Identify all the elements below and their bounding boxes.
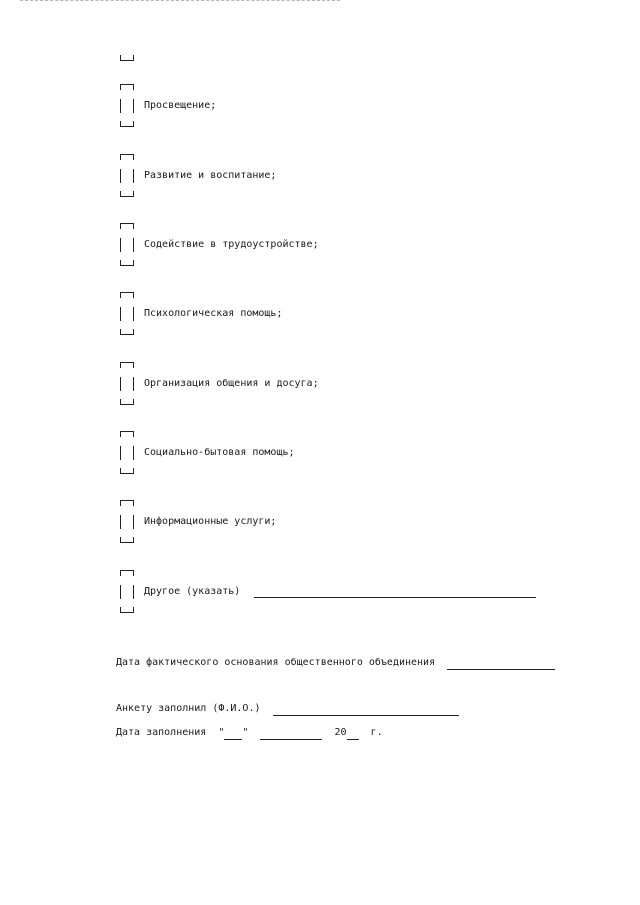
checkbox[interactable] bbox=[120, 585, 134, 599]
option-development[interactable] bbox=[118, 154, 578, 202]
previous-checkbox-bottom bbox=[120, 55, 134, 61]
founding-date-field[interactable] bbox=[447, 657, 555, 670]
checkbox[interactable] bbox=[120, 99, 134, 113]
checkbox-top bbox=[120, 431, 134, 437]
other-specify-field[interactable] bbox=[254, 597, 536, 598]
option-label: Просвещение; bbox=[144, 100, 217, 111]
year-suffix: г. bbox=[370, 727, 383, 738]
option-employment[interactable] bbox=[118, 223, 578, 271]
option-label: Развитие и воспитание; bbox=[144, 170, 277, 181]
founding-date-label: Дата фактического основания общественного объединения bbox=[116, 657, 436, 668]
checkbox[interactable] bbox=[120, 169, 134, 183]
checkbox[interactable] bbox=[120, 515, 134, 529]
checkbox-bottom bbox=[120, 607, 134, 613]
checkbox-top bbox=[120, 154, 134, 160]
year-field[interactable] bbox=[347, 727, 359, 740]
option-label: Содействие в трудоустройстве; bbox=[144, 239, 319, 250]
checkbox[interactable] bbox=[120, 238, 134, 252]
month-field[interactable] bbox=[260, 727, 322, 740]
option-information[interactable] bbox=[118, 500, 578, 548]
close-quote: " bbox=[242, 727, 249, 738]
option-label: Информационные услуги; bbox=[144, 516, 277, 527]
fill-date-row bbox=[116, 726, 383, 740]
option-label: Психологическая помощь; bbox=[144, 308, 283, 319]
checkbox-bottom bbox=[120, 260, 134, 266]
option-label: Другое (указать) bbox=[144, 586, 241, 597]
checkbox-bottom bbox=[120, 399, 134, 405]
checkbox-top bbox=[120, 84, 134, 90]
option-enlightenment[interactable] bbox=[118, 84, 578, 132]
checkbox-top bbox=[120, 223, 134, 229]
option-label: Социально-бытовая помощь; bbox=[144, 447, 295, 458]
filled-by-field[interactable] bbox=[273, 703, 459, 716]
day-field[interactable] bbox=[224, 727, 242, 740]
century-text: 20 bbox=[334, 727, 347, 738]
checkbox-top bbox=[120, 500, 134, 506]
page-top-edge bbox=[20, 0, 340, 3]
option-social[interactable] bbox=[118, 431, 578, 479]
checkbox-bottom bbox=[120, 191, 134, 197]
checkbox-bottom bbox=[120, 468, 134, 474]
checkbox-bottom bbox=[120, 329, 134, 335]
open-quote: " bbox=[218, 727, 225, 738]
checkbox-top bbox=[120, 292, 134, 298]
checkbox-bottom bbox=[120, 537, 134, 543]
option-label: Организация общения и досуга; bbox=[144, 378, 319, 389]
founding-date-row bbox=[116, 656, 555, 670]
option-psychological[interactable] bbox=[118, 292, 578, 340]
checkbox[interactable] bbox=[120, 307, 134, 321]
fill-date-label: Дата заполнения bbox=[116, 727, 207, 738]
filled-by-label: Анкету заполнил (Ф.И.О.) bbox=[116, 703, 261, 714]
checkbox[interactable] bbox=[120, 446, 134, 460]
filled-by-row bbox=[116, 702, 459, 716]
checkbox-top bbox=[120, 362, 134, 368]
checkbox[interactable] bbox=[120, 377, 134, 391]
option-other[interactable] bbox=[118, 570, 578, 618]
checkbox-bottom bbox=[120, 121, 134, 127]
checkbox-top bbox=[120, 570, 134, 576]
option-leisure[interactable] bbox=[118, 362, 578, 410]
